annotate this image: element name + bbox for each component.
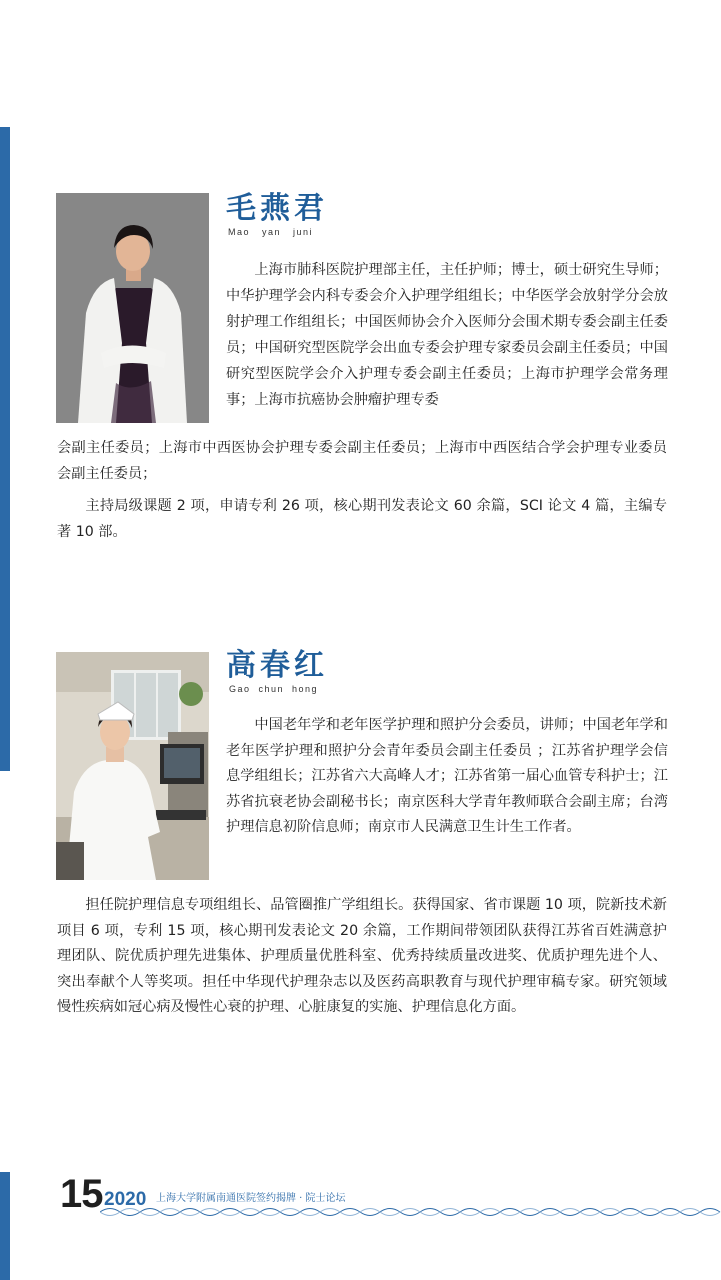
profile-name-pinyin: Mao yan juni [228, 227, 314, 237]
profile-bio-continued: 会副主任委员；上海市中西医协会护理专委会副主任委员；上海市中西医结合学会护理专业委员会副主任委员； [57, 440, 667, 482]
footer-year: 2020 [104, 1189, 147, 1210]
profile-achievements: 主持局级课题 2 项，申请专利 26 项，核心期刊发表论文 60 余篇，SCI 论文 4 篇，主编专著 10 部。 [57, 498, 667, 540]
profile-name-pinyin: Gao chun hong [229, 684, 319, 694]
left-accent-bar-top [0, 127, 10, 771]
left-accent-bar-bottom [0, 1172, 10, 1280]
profile-achievements: 担任院护理信息专项组组长、品管圈推广学组组长。获得国家、省市课题 10 项，院新技术新项目 6 项，专利 15 项，核心期刊发表论文 20 余篇，工作期间带领团队获得江苏省百姓满意护理团队、院优质护理先进集体、护理质量优胜科室、优秀持续质量改进奖、优质护理先进个人、突出奉献个人等奖项。担任中华现代护理杂志以及医药高职教育与现代护理审稿专家。研究领域慢性疾病如冠心病及慢性心衰的护理、心脏康复的实施、护理信息化方面。 [57, 897, 667, 1015]
profile-bio-intro: 上海市肺科医院护理部主任，主任护师；博士，硕士研究生导师；中华护理学会内科专委会介入护理学组组长；中华医学会放射学分会放射护理工作组组长；中国医师协会介入医师分会围术期专委会副主任委员；中国研究型医院学会出血专委会护理专家委员会副主任委员；中国研究型医院学会介入护理专委会副主任委员；上海市护理学会常务理事；上海市抗癌协会肿瘤护理专委 [226, 262, 668, 408]
page-number: 15 [60, 1172, 103, 1216]
portrait-photo-gao [56, 652, 209, 880]
profile-bio-intro: 中国老年学和老年医学护理和照护分会委员，讲师；中国老年学和老年医学护理和照护分会青年委员会副主任委员 ；江苏省护理学会信息学组组长；江苏省六大高峰人才；江苏省第一届心血管专科护士；江苏省抗衰老协会副秘书长；南京医科大学青年教师联合会副主席；台湾护理信息初阶信息师；南京市人民满意卫生计生工作者。 [226, 717, 668, 835]
profile-name-cn: 毛燕君 [226, 191, 328, 226]
footer-wave-decoration [100, 1205, 721, 1219]
profile-name-cn: 高春红 [226, 648, 328, 683]
footer-title: 上海大学附属南通医院签约揭牌 · 院士论坛 [156, 1193, 346, 1204]
portrait-photo-mao [56, 193, 209, 423]
